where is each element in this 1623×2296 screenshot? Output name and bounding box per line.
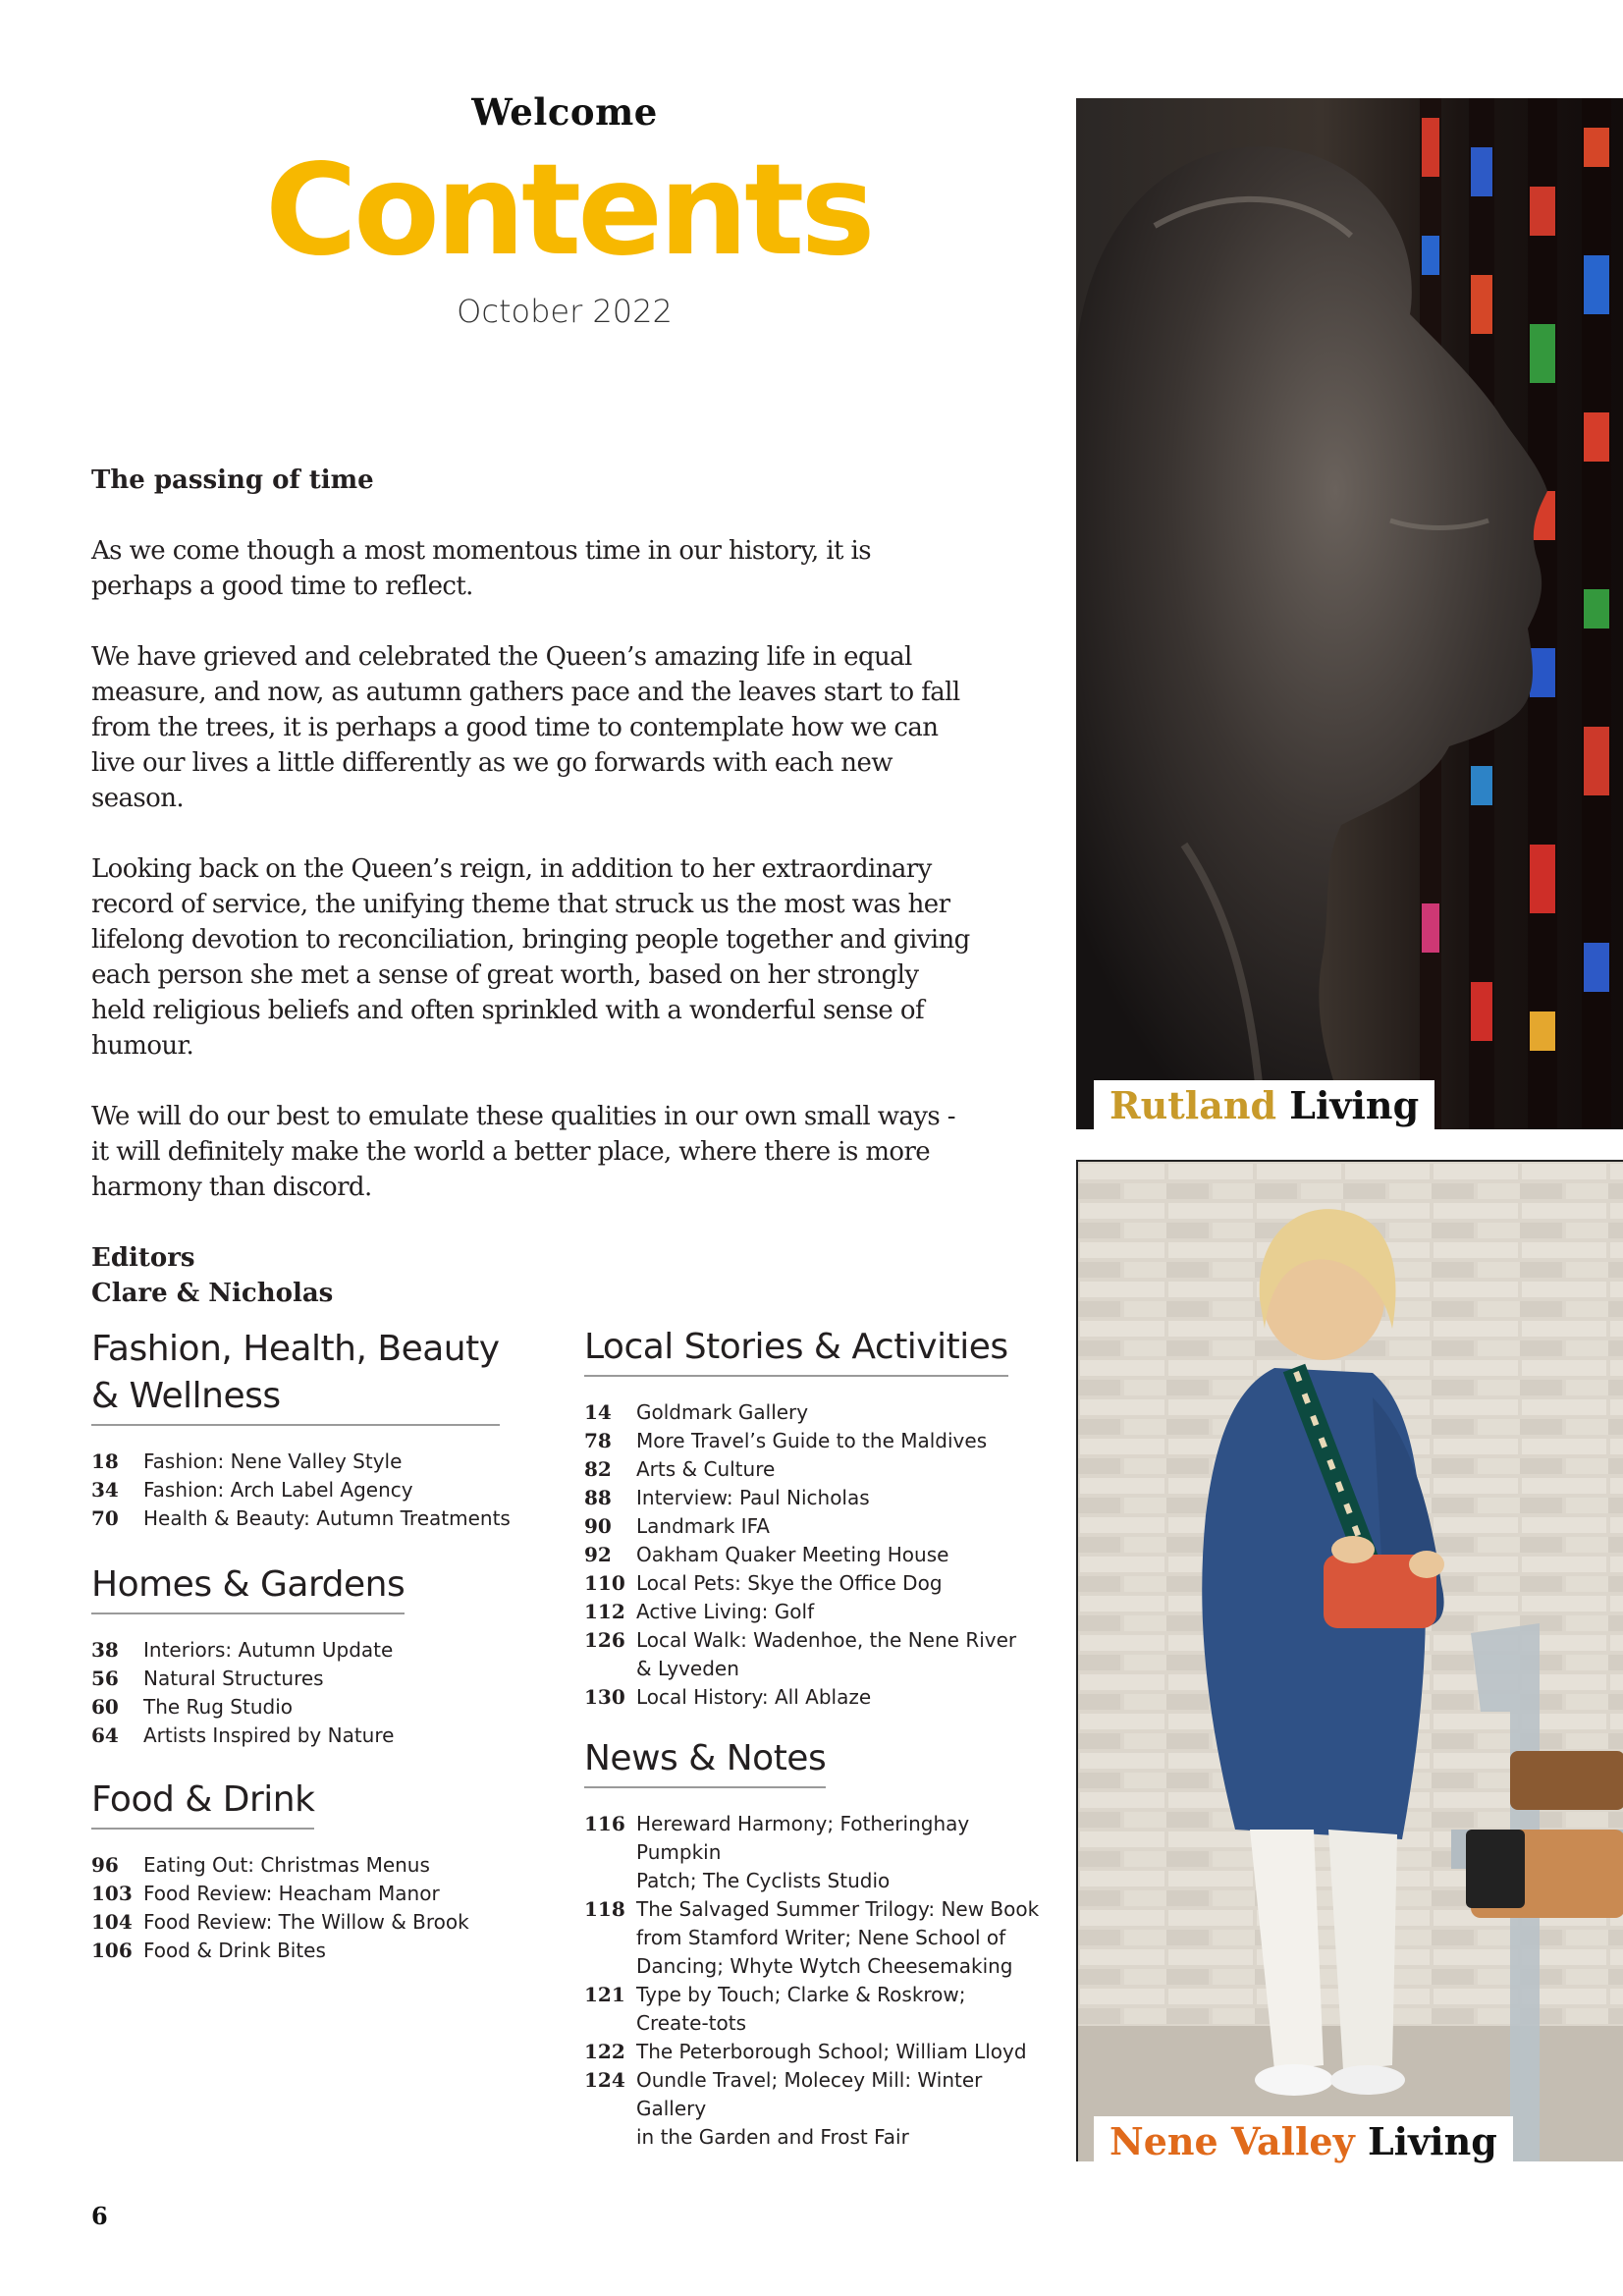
caption-accent: Rutland <box>1109 1083 1277 1127</box>
section-food <box>91 1777 553 1965</box>
contents-item[interactable] <box>584 1598 1055 1626</box>
article-title: Fashion: Arch Label Agency <box>143 1478 413 1502</box>
page-ref: 34 <box>91 1478 119 1502</box>
contents-item[interactable] <box>91 1937 553 1965</box>
article-title: Eating Out: Christmas Menus <box>143 1853 430 1877</box>
contents-item[interactable] <box>91 1636 553 1665</box>
page-ref: 106 <box>91 1939 133 1962</box>
page-ref: 124 <box>584 2068 625 2092</box>
page-ref: 56 <box>91 1667 119 1690</box>
page-number: 6 <box>91 2202 108 2230</box>
page-ref: 110 <box>584 1571 625 1595</box>
contents-item[interactable] <box>91 1693 553 1722</box>
contents-item[interactable] <box>584 1541 1055 1569</box>
article-title: Food & Drink Bites <box>143 1939 326 1962</box>
article-title <box>636 2066 1055 2152</box>
article-title-line: Hereward Harmony; Fotheringhay Pumpkin <box>636 1812 970 1864</box>
rutland-living-caption <box>1094 1080 1434 1129</box>
contents-item[interactable] <box>584 1427 1055 1455</box>
page-ref: 92 <box>584 1543 612 1566</box>
contents-item[interactable] <box>584 1398 1055 1427</box>
portrait-photo <box>1076 1160 1623 2161</box>
article-title-line: Type by Touch; Clarke & Roskrow; <box>636 1983 966 2006</box>
article-title: Interiors: Autumn Update <box>143 1638 394 1662</box>
nene-valley-living-caption <box>1094 2116 1513 2165</box>
page-ref: 70 <box>91 1506 119 1530</box>
editorial-paragraph: We have grieved and celebrated the Queen’s amazing life in equal measure, and now, as autumn gathers pace and the leaves start to fall from the trees, it is perhaps a good time to contemplate how we can live our lives a little differently as we go forwards with each new season. <box>91 642 960 813</box>
article-title <box>636 1810 1055 1895</box>
editorial-paragraph: As we come though a most momentous time in our history, it is perhaps a good time to reflect. <box>91 536 872 601</box>
article-title: Arts & Culture <box>636 1457 776 1481</box>
contents-item[interactable] <box>584 1981 1055 2038</box>
article-title-line: The Salvaged Summer Trilogy: New Book <box>636 1897 1040 1921</box>
page-ref: 78 <box>584 1429 612 1452</box>
section-homes <box>91 1561 553 1750</box>
article-title: Local Pets: Skye the Office Dog <box>636 1571 943 1595</box>
article-title <box>636 1981 1055 2038</box>
contents-item[interactable] <box>584 1569 1055 1598</box>
page-ref: 90 <box>584 1514 612 1538</box>
caption-rest: Living <box>1289 1083 1420 1127</box>
page-title: Contents <box>265 137 872 284</box>
page-ref: 104 <box>91 1910 133 1934</box>
contents-item[interactable] <box>584 1512 1055 1541</box>
caption-rest: Living <box>1367 2119 1497 2163</box>
page-ref: 64 <box>91 1723 119 1747</box>
contents-item[interactable] <box>91 1851 553 1880</box>
article-title-line: & Lyveden <box>636 1657 739 1680</box>
contents-item[interactable] <box>584 1484 1055 1512</box>
section-title: News & Notes <box>584 1735 826 1788</box>
sculpture-photo <box>1076 98 1623 1129</box>
section-title: Homes & Gardens <box>91 1561 405 1614</box>
article-title: The Rug Studio <box>143 1695 293 1719</box>
article-title: Artists Inspired by Nature <box>143 1723 395 1747</box>
page-ref: 103 <box>91 1882 133 1905</box>
article-title: Natural Structures <box>143 1667 324 1690</box>
section-title: Food & Drink <box>91 1777 314 1830</box>
section-fashion <box>91 1326 553 1533</box>
article-title: Active Living: Golf <box>636 1600 815 1623</box>
article-title-line: Patch; The Cyclists Studio <box>636 1869 891 1892</box>
article-title: Oakham Quaker Meeting House <box>636 1543 949 1566</box>
contents-item[interactable] <box>91 1722 553 1750</box>
page-ref: 88 <box>584 1486 612 1509</box>
portrait-illustration <box>1078 1162 1623 2161</box>
page-ref: 122 <box>584 2040 625 2063</box>
article-title: Food Review: Heacham Manor <box>143 1882 440 1905</box>
editorial-letter <box>91 463 975 1311</box>
page-ref: 96 <box>91 1853 119 1877</box>
section-title-line: Fashion, Health, Beauty <box>91 1329 500 1369</box>
caption-accent: Nene Valley <box>1109 2119 1355 2163</box>
article-title: Health & Beauty: Autumn Treatments <box>143 1506 511 1530</box>
contents-item[interactable] <box>584 1455 1055 1484</box>
article-title-line: Dancing; Whyte Wytch Cheesemaking <box>636 1954 1013 1978</box>
article-title-line: Local Walk: Wadenhoe, the Nene River <box>636 1628 1017 1652</box>
contents-item[interactable] <box>584 1626 1055 1683</box>
contents-item[interactable] <box>584 2066 1055 2152</box>
contents-item[interactable] <box>584 1810 1055 1895</box>
page-ref: 118 <box>584 1897 625 1921</box>
editorial-signature-role: Editors <box>91 1243 195 1273</box>
issue-date: October 2022 <box>457 293 673 330</box>
article-title: Fashion: Nene Valley Style <box>143 1449 403 1473</box>
page-ref: 126 <box>584 1628 625 1652</box>
page-ref: 116 <box>584 1812 625 1835</box>
article-title-line: Oundle Travel; Molecey Mill: Winter Gallery <box>636 2068 983 2120</box>
article-title: Interview: Paul Nicholas <box>636 1486 870 1509</box>
article-title: Landmark IFA <box>636 1514 770 1538</box>
page-ref: 82 <box>584 1457 612 1481</box>
article-title: Food Review: The Willow & Brook <box>143 1910 469 1934</box>
article-title-line: Create-tots <box>636 2011 747 2035</box>
article-title: Goldmark Gallery <box>636 1400 809 1424</box>
contents-item[interactable] <box>91 1504 553 1533</box>
page-ref: 60 <box>91 1695 119 1719</box>
section-news <box>584 1735 1055 2152</box>
article-title-line: The Peterborough School; William Lloyd <box>636 2040 1027 2063</box>
contents-item[interactable] <box>584 1895 1055 1981</box>
contents-item[interactable] <box>91 1880 553 1908</box>
sculpture-illustration <box>1076 98 1623 1129</box>
page-ref: 121 <box>584 1983 625 2006</box>
article-title <box>636 2038 1055 2066</box>
page-ref: 130 <box>584 1685 625 1709</box>
article-title-line: in the Garden and Frost Fair <box>636 2125 909 2149</box>
editorial-heading: The passing of time <box>91 465 374 495</box>
editorial-paragraph: We will do our best to emulate these qualities in our own small ways - it will definitely make the world a better place, where there is more harmony than discord. <box>91 1102 955 1202</box>
contents-item[interactable] <box>91 1665 553 1693</box>
contents-item[interactable] <box>584 1683 1055 1712</box>
editorial-signature-names: Clare & Nicholas <box>91 1279 334 1308</box>
page-ref: 112 <box>584 1600 625 1623</box>
welcome-kicker: Welcome <box>471 90 658 134</box>
article-title: Local History: All Ablaze <box>636 1685 872 1709</box>
contents-item[interactable] <box>91 1448 553 1476</box>
article-title-line: from Stamford Writer; Nene School of <box>636 1926 1006 1949</box>
section-local-stories <box>584 1324 1055 1712</box>
section-title <box>91 1326 500 1426</box>
section-title: Local Stories & Activities <box>584 1324 1008 1377</box>
contents-item[interactable] <box>91 1908 553 1937</box>
editorial-paragraph: Looking back on the Queen’s reign, in addition to her extraordinary record of service, the unifying theme that struck us the most was her lifelong devotion to reconciliation, bringing people together and giving each person she met a sense of great worth, based on her strongly held religious beliefs and often sprinkled with a wonderful sense of humour. <box>91 854 970 1061</box>
contents-item[interactable] <box>91 1476 553 1504</box>
article-title <box>636 1626 1055 1683</box>
article-title: More Travel’s Guide to the Maldives <box>636 1429 988 1452</box>
article-title <box>636 1895 1055 1981</box>
page-ref: 18 <box>91 1449 119 1473</box>
page-ref: 38 <box>91 1638 119 1662</box>
contents-item[interactable] <box>584 2038 1055 2066</box>
section-title-line: & Wellness <box>91 1376 281 1416</box>
page-ref: 14 <box>584 1400 612 1424</box>
